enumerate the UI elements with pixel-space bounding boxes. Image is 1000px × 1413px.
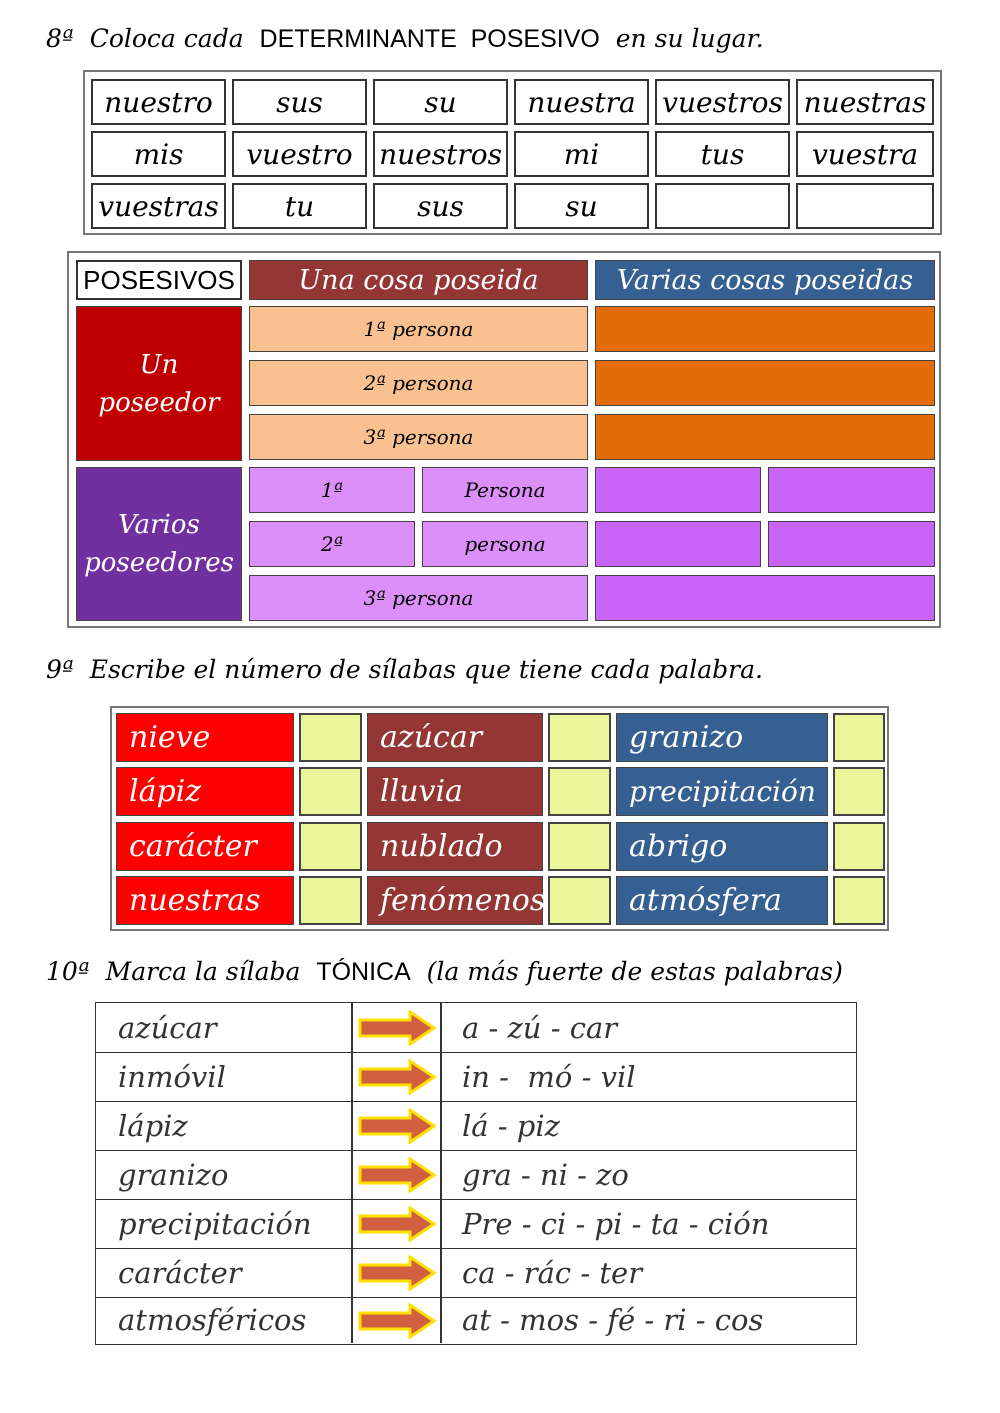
bank-cell-empty[interactable] (796, 183, 934, 229)
word-cell: lápiz (116, 767, 294, 816)
tonic-syllables[interactable]: a - zú - car (462, 1010, 618, 1045)
tonic-word: azúcar (118, 1010, 217, 1045)
ex8-text-before: Coloca cada (89, 24, 244, 53)
ex10-text-caps: TÓNICA (316, 958, 411, 986)
column-header-one-thing: Una cosa poseida (249, 260, 588, 300)
ex8-text-after: en su lugar. (615, 24, 764, 53)
tonic-word: inmóvil (118, 1059, 226, 1094)
syllable-count-input[interactable] (299, 767, 362, 816)
tonic-syllables[interactable]: at - mos - fé - ri - cos (462, 1303, 764, 1337)
word-cell: atmósfera (616, 876, 828, 925)
label-first-person: 1ª persona (249, 306, 588, 352)
tonic-syllables[interactable]: in - mó - vil (462, 1059, 636, 1094)
ex8-text-caps: DETERMINANTE POSESIVO (259, 25, 600, 53)
answer-box[interactable] (595, 521, 761, 567)
tonic-syllables[interactable]: lá - piz (462, 1108, 560, 1143)
bank-cell[interactable]: mis (91, 131, 226, 177)
bank-cell[interactable]: nuestro (91, 79, 226, 125)
answer-box[interactable] (595, 575, 935, 621)
tonic-syllables[interactable]: gra - ni - zo (462, 1157, 629, 1192)
arrow-right-icon (358, 1108, 436, 1144)
arrow-right-icon (358, 1157, 436, 1193)
syllable-count-input[interactable] (299, 822, 362, 871)
label-persona: persona (422, 521, 588, 567)
tonic-table (95, 1002, 857, 1345)
table-header-posesivos: POSESIVOS (76, 260, 242, 300)
answer-box[interactable] (595, 360, 935, 406)
word-cell: nieve (116, 713, 294, 762)
arrow-right-icon (358, 1255, 436, 1291)
syllable-count-input[interactable] (548, 767, 611, 816)
tonic-syllables[interactable]: ca - rác - ter (462, 1255, 643, 1290)
bank-cell[interactable]: su (373, 79, 508, 125)
row-header-one-owner: Un poseedor (76, 306, 242, 461)
syllable-count-input[interactable] (548, 713, 611, 762)
answer-box[interactable] (595, 306, 935, 352)
syllable-count-input[interactable] (833, 713, 885, 762)
possessive-table (67, 251, 941, 628)
ex10-text-before: Marca la sílaba (105, 957, 301, 986)
column-divider (351, 1003, 353, 1343)
tonic-word: atmosféricos (118, 1303, 307, 1337)
ex9-number: 9ª (46, 655, 74, 684)
bank-cell[interactable]: tu (232, 183, 367, 229)
bank-cell[interactable]: su (514, 183, 649, 229)
syllable-count-input[interactable] (833, 822, 885, 871)
word-cell: azúcar (367, 713, 543, 762)
word-cell: nublado (367, 822, 543, 871)
word-cell: precipitación (616, 767, 828, 816)
bank-cell-empty[interactable] (655, 183, 790, 229)
label-second: 2ª (249, 521, 415, 567)
answer-box[interactable] (595, 467, 761, 513)
bank-cell[interactable]: vuestro (232, 131, 367, 177)
bank-cell[interactable]: vuestros (655, 79, 790, 125)
word-cell: fenómenos (367, 876, 543, 925)
ex10-heading (46, 957, 843, 987)
label-persona: Persona (422, 467, 588, 513)
syllable-count-input[interactable] (299, 713, 362, 762)
label-third-person: 3ª persona (249, 575, 588, 621)
tonic-word: lápiz (118, 1108, 188, 1143)
answer-box[interactable] (768, 521, 935, 567)
bank-cell[interactable]: vuestra (796, 131, 934, 177)
tonic-word: precipitación (118, 1206, 312, 1241)
ex8-number: 8ª (46, 24, 74, 53)
column-header-many-things: Varias cosas poseidas (595, 260, 935, 300)
syllable-count-input[interactable] (833, 876, 885, 925)
arrow-right-icon (358, 1010, 436, 1046)
bank-cell[interactable]: mi (514, 131, 649, 177)
syllable-count-input[interactable] (833, 767, 885, 816)
bank-cell[interactable]: nuestros (373, 131, 508, 177)
bank-cell[interactable]: sus (232, 79, 367, 125)
syllable-table (110, 706, 889, 931)
word-bank (83, 70, 942, 235)
bank-cell[interactable]: nuestra (514, 79, 649, 125)
tonic-syllables[interactable]: Pre - ci - pi - ta - ción (462, 1206, 770, 1241)
answer-box[interactable] (768, 467, 935, 513)
syllable-count-input[interactable] (548, 876, 611, 925)
bank-cell[interactable]: tus (655, 131, 790, 177)
tonic-word: carácter (118, 1255, 242, 1290)
label-third-person: 3ª persona (249, 414, 588, 460)
bank-cell[interactable]: nuestras (796, 79, 934, 125)
answer-box[interactable] (595, 414, 935, 460)
syllable-count-input[interactable] (548, 822, 611, 871)
tonic-word: granizo (118, 1157, 229, 1192)
bank-cell[interactable]: vuestras (91, 183, 226, 229)
ex9-heading (46, 655, 763, 684)
arrow-right-icon (358, 1206, 436, 1242)
ex8-heading (46, 24, 764, 54)
label-second-person: 2ª persona (249, 360, 588, 406)
word-cell: abrigo (616, 822, 828, 871)
ex10-text-after: (la más fuerte de estas palabras) (426, 957, 843, 986)
ex9-text: Escribe el número de sílabas que tiene cada palabra. (89, 655, 763, 684)
bank-cell[interactable]: sus (373, 183, 508, 229)
word-cell: granizo (616, 713, 828, 762)
arrow-right-icon (358, 1059, 436, 1095)
word-cell: nuestras (116, 876, 294, 925)
syllable-count-input[interactable] (299, 876, 362, 925)
ex10-number: 10ª (46, 957, 90, 986)
row-header-many-owners: Varios poseedores (76, 467, 242, 621)
arrow-right-icon (358, 1303, 436, 1339)
label-first: 1ª (249, 467, 415, 513)
word-cell: lluvia (367, 767, 543, 816)
word-cell: carácter (116, 822, 294, 871)
